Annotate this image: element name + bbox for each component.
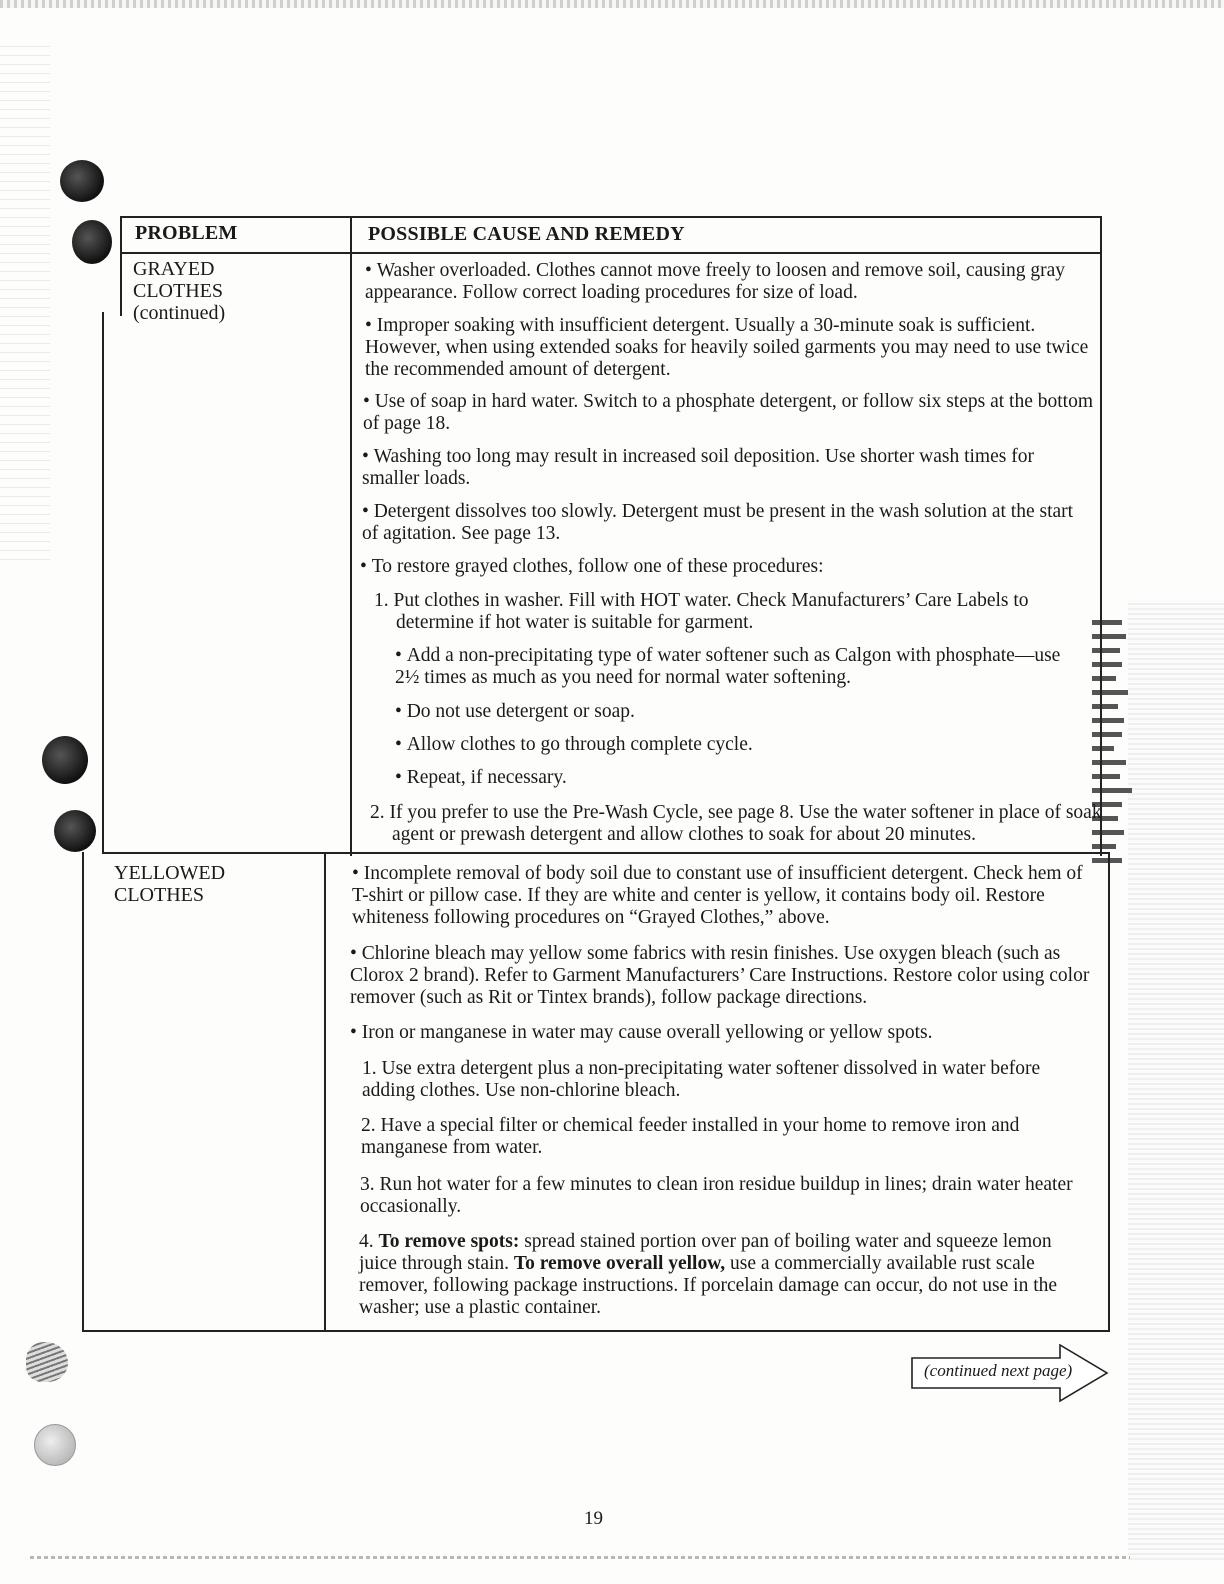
remedy-paragraph: • Washing too long may result in increased soil deposition. Use shorter wash times for smaller loads. xyxy=(362,446,1094,490)
scan-bottom-edge xyxy=(30,1556,1130,1559)
step-text: spread stained portion over pan of boiling water and squeeze lemon juice through stain. xyxy=(359,1231,1052,1274)
remedy-step: 2. If you prefer to use the Pre-Wash Cycle, see page 8. Use the water softener in place of soak agent or prewash detergent and allow clothes to soak for about 20 minutes. xyxy=(370,802,1102,845)
column-divider-upper xyxy=(350,216,352,856)
table-border-right-lower xyxy=(1108,852,1110,1332)
troubleshooting-table xyxy=(82,216,1110,1332)
remedy-substep: • Do not use detergent or soap. xyxy=(395,701,1085,723)
column-divider-lower xyxy=(324,852,326,1332)
remedy-substep: • Allow clothes to go through complete cycle. xyxy=(395,734,1085,756)
remedy-paragraph: • Improper soaking with insufficient detergent. Usually a 30-minute soak is sufficient. However, when using extended soaks for heavily soiled garments you may need to use twice the recommended amount of detergent. xyxy=(365,315,1093,381)
remedy-paragraph: • Detergent dissolves too slowly. Detergent must be present in the wash solution at the start of agitation. See page 13. xyxy=(362,501,1094,545)
problem-label-line: CLOTHES xyxy=(114,884,204,906)
remedy-paragraph: • To restore grayed clothes, follow one of these procedures: xyxy=(360,556,1094,578)
remedy-paragraph: • Iron or manganese in water may cause overall yellowing or yellow spots. xyxy=(350,1022,1098,1044)
remedy-paragraph: • Chlorine bleach may yellow some fabrics with resin finishes. Use oxygen bleach (such as Clorox 2 brand). Refer to Garment Manufacturers’ Care Instructions. Restore color using color remover (such as Rit or Tintex brands), follow package directions. xyxy=(350,943,1098,1009)
step-number: 4. xyxy=(359,1231,374,1252)
continued-next-page-arrow xyxy=(910,1344,1110,1404)
step-text: use a commercially available rust scale remover, following package instructions. If porcelain damage can occur, do not use in the washer; use a plastic container. xyxy=(359,1253,1058,1318)
remedy-paragraph: • Incomplete removal of body soil due to constant use of insufficient detergent. Check hem of T-shirt or pillow case. If they are white and center is yellow, it contains body oil. Restore whiteness following procedures on “Grayed Clothes,” above. xyxy=(352,863,1098,929)
row-divider xyxy=(102,852,1110,854)
problem-label-line: GRAYED xyxy=(133,258,215,280)
remedy-paragraph: • Use of soap in hard water. Switch to a phosphate detergent, or follow six steps at the bottom of page 18. xyxy=(363,391,1093,435)
remedy-step: 2. Have a special filter or chemical feeder installed in your home to remove iron and manganese from water. xyxy=(361,1115,1020,1158)
table-border-left-mid xyxy=(102,312,104,852)
remedy-paragraph: • Washer overloaded. Clothes cannot move freely to loosen and remove soil, causing gray appearance. Follow correct loading procedures for size of load. xyxy=(365,260,1093,304)
table-border-left-lower xyxy=(82,852,84,1332)
table-border-left-upper xyxy=(120,216,122,316)
continued-label: (continued next page) xyxy=(924,1361,1073,1380)
table-border-top xyxy=(120,216,1102,218)
problem-label-line: CLOTHES xyxy=(133,280,223,302)
scan-smudge xyxy=(26,1342,68,1382)
remedy-step: 1. Use extra detergent plus a non-precipitating water softener dissolved in water before adding clothes. Use non-chlorine bleach. xyxy=(362,1058,1041,1101)
remedy-substep: • Repeat, if necessary. xyxy=(395,767,1085,789)
remedy-step: 1. Put clothes in washer. Fill with HOT water. Check Manufacturers’ Care Labels to determine if hot water is suitable for garment. xyxy=(374,590,1029,633)
header-remedy: POSSIBLE CAUSE AND REMEDY xyxy=(368,223,685,245)
header-divider xyxy=(120,252,1102,254)
problem-label-grayed xyxy=(133,258,225,324)
table-border-right-upper xyxy=(1100,216,1102,856)
scan-top-edge xyxy=(0,0,1224,8)
header-problem: PROBLEM xyxy=(135,222,238,244)
emphasis-text: To remove overall yellow, xyxy=(513,1253,726,1274)
remedy-substep: • Add a non-precipitating type of water softener such as Calgon with phosphate—use 2½ times as much as you need for normal water softening. xyxy=(395,645,1085,689)
scan-left-margin-noise xyxy=(0,40,50,560)
emphasis-text: To remove spots: xyxy=(378,1231,520,1252)
page-number: 19 xyxy=(584,1508,603,1529)
remedy-step xyxy=(359,1231,1092,1319)
problem-label-line: YELLOWED xyxy=(114,862,226,884)
binder-hole xyxy=(60,160,104,202)
problem-label-line: (continued) xyxy=(133,302,226,324)
table-border-bottom xyxy=(82,1330,1110,1332)
binder-hole xyxy=(34,1424,76,1466)
remedy-step: 3. Run hot water for a few minutes to clean iron residue buildup in lines; drain water heater occasionally. xyxy=(360,1174,1073,1217)
problem-label-yellowed xyxy=(114,862,225,906)
